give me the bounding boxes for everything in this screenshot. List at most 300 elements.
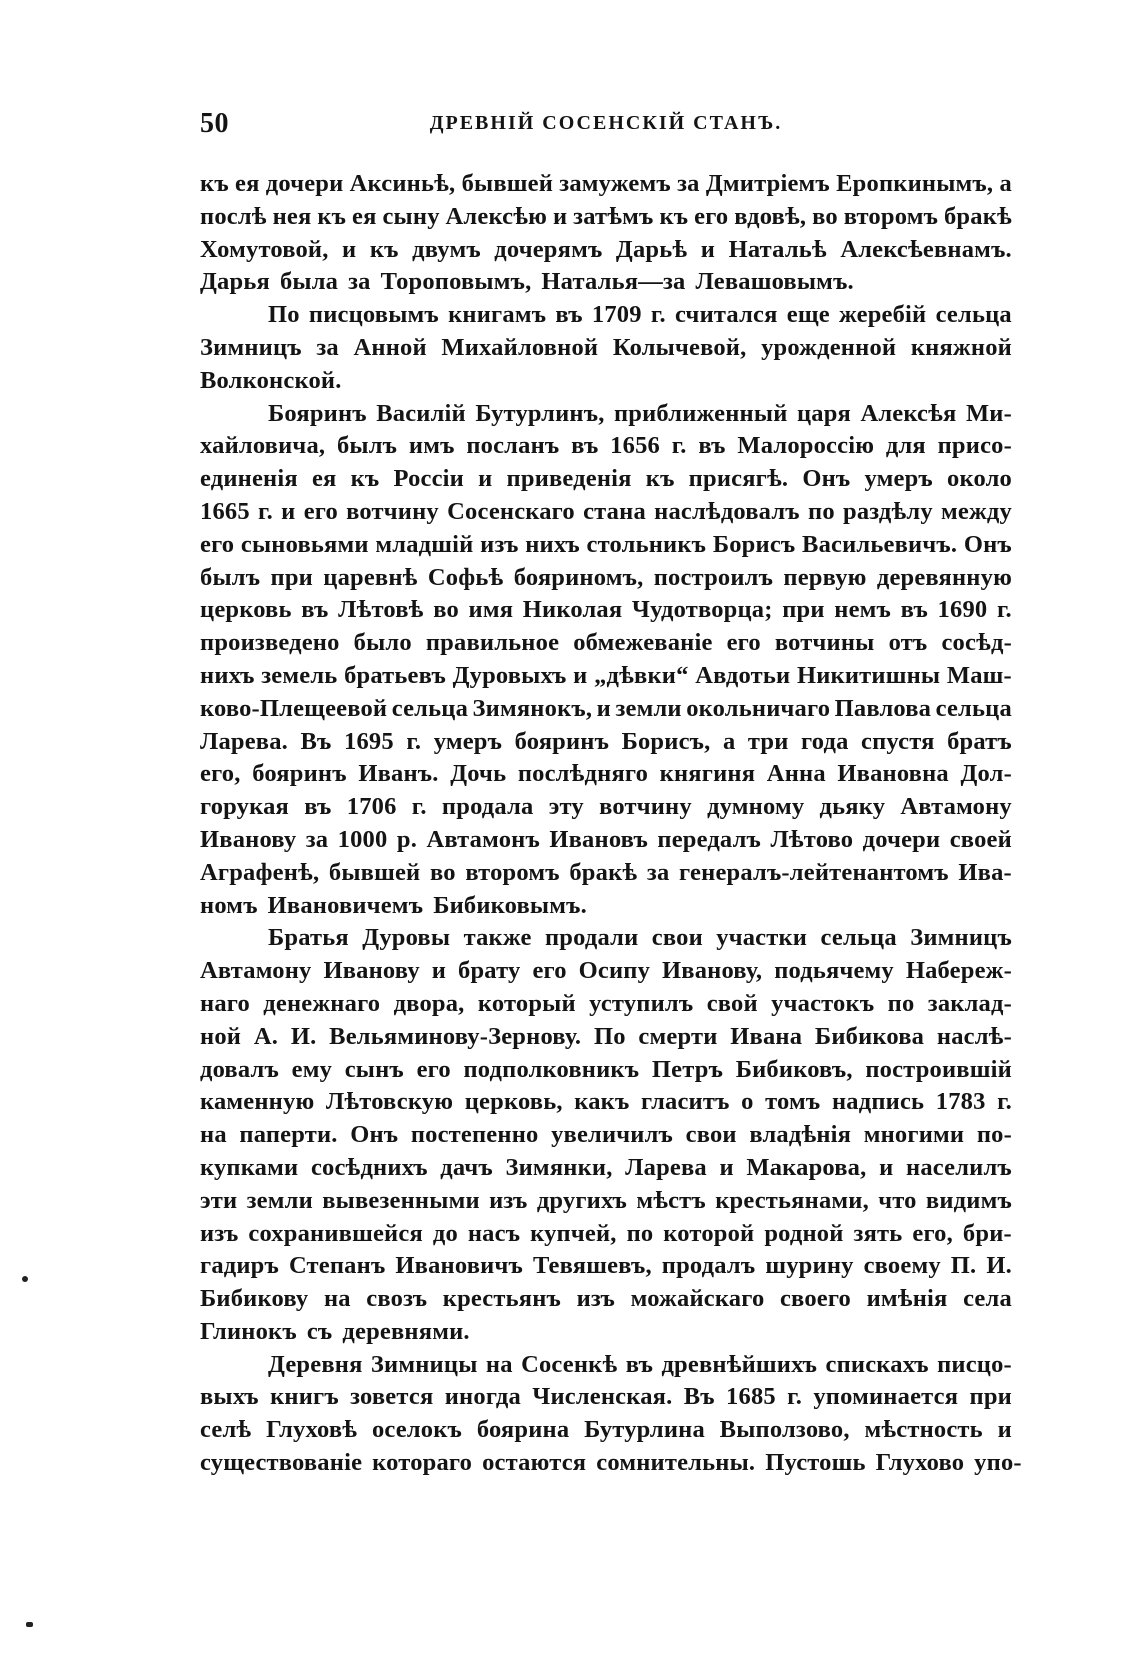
word: при bbox=[969, 1383, 1012, 1411]
word: Бибиковымъ. bbox=[433, 891, 587, 919]
running-title: ДРЕВНІЙ СОСЕНСКІЙ СТАНЪ. bbox=[429, 112, 783, 134]
word: передалъ bbox=[657, 825, 762, 853]
word: г. bbox=[671, 432, 687, 460]
word: приведенія bbox=[506, 465, 632, 493]
word: земли bbox=[246, 1186, 313, 1214]
word: Автамону bbox=[900, 793, 1012, 821]
word: ея bbox=[311, 465, 337, 493]
word: второмъ bbox=[843, 202, 939, 230]
word: Ивана bbox=[730, 1022, 803, 1050]
word: на bbox=[485, 1350, 513, 1378]
word: иногда bbox=[444, 1383, 521, 1411]
text-line bbox=[200, 365, 1012, 398]
word: изъ bbox=[200, 1219, 239, 1247]
word: И. bbox=[986, 1252, 1012, 1280]
word: Зимянокъ, bbox=[472, 694, 593, 722]
word: за bbox=[316, 333, 339, 361]
word: Глинокъ bbox=[200, 1317, 297, 1345]
word: присягѣ. bbox=[688, 465, 789, 493]
paragraph bbox=[200, 398, 1012, 923]
word: при bbox=[270, 563, 313, 591]
word: раздѣлу bbox=[843, 497, 933, 525]
word: книгъ bbox=[270, 1383, 339, 1411]
word: многими bbox=[863, 1121, 965, 1149]
word: затѣмъ bbox=[573, 202, 654, 230]
word: каменную bbox=[200, 1088, 315, 1116]
word: По bbox=[268, 301, 300, 329]
word: царевнѣ bbox=[323, 563, 418, 591]
word: увеличилъ bbox=[551, 1121, 674, 1149]
word: гласитъ bbox=[641, 1088, 730, 1116]
text-line bbox=[200, 1152, 1012, 1185]
word: братъ bbox=[947, 727, 1012, 755]
word: дочери bbox=[265, 170, 344, 197]
word: Набереж- bbox=[905, 957, 1012, 985]
text-line bbox=[200, 463, 1012, 496]
word: дочери bbox=[862, 825, 941, 853]
text-line bbox=[200, 1054, 1012, 1087]
word: съ bbox=[306, 1317, 333, 1345]
word: уступилъ bbox=[589, 989, 694, 1017]
word: Бибикова bbox=[814, 1022, 925, 1050]
text-line bbox=[200, 201, 1012, 234]
word: томъ bbox=[765, 1088, 821, 1116]
word: земли bbox=[615, 694, 682, 722]
word: думному bbox=[707, 793, 805, 821]
word: Анна bbox=[766, 760, 826, 788]
word: Выползово, bbox=[719, 1416, 850, 1444]
word: И. bbox=[290, 1022, 317, 1050]
text-line bbox=[200, 1316, 1012, 1349]
word: номъ bbox=[200, 891, 258, 919]
text-line bbox=[200, 496, 1012, 529]
word: видимъ bbox=[925, 1186, 1012, 1214]
text-line bbox=[200, 168, 1012, 201]
word: г. bbox=[406, 727, 422, 755]
text-line bbox=[200, 627, 1012, 660]
word: г. bbox=[411, 793, 427, 821]
word: денежнаго bbox=[263, 989, 381, 1017]
text-line bbox=[200, 562, 1012, 595]
word: на bbox=[323, 1285, 351, 1313]
word: Дочь bbox=[450, 760, 507, 788]
word: Иванъ. bbox=[358, 760, 439, 788]
word: бояринъ bbox=[514, 727, 610, 755]
word: вдовѣ, bbox=[734, 202, 807, 230]
word: подьячему bbox=[774, 957, 894, 985]
word: бывшей bbox=[461, 170, 554, 197]
word: правильное bbox=[425, 629, 560, 657]
paragraph bbox=[200, 168, 1012, 299]
word: немъ bbox=[834, 596, 892, 624]
word: во bbox=[430, 858, 456, 886]
word: Сосенскаго bbox=[447, 497, 575, 525]
word: около bbox=[947, 465, 1012, 493]
word: Степанъ bbox=[288, 1252, 386, 1280]
text-line bbox=[200, 1021, 1012, 1054]
word: ково-Плещеевой bbox=[200, 694, 388, 722]
word: существованіе bbox=[200, 1449, 363, 1477]
word: Дуровы bbox=[362, 924, 451, 952]
text-line bbox=[200, 758, 1012, 791]
text-line bbox=[200, 430, 1012, 463]
word: участокъ bbox=[771, 989, 875, 1017]
word: сосѣднихъ bbox=[310, 1153, 428, 1181]
word: писцо- bbox=[937, 1350, 1012, 1378]
word: княгиня bbox=[659, 760, 756, 788]
text-line bbox=[200, 922, 1012, 955]
word: 1783 bbox=[935, 1088, 986, 1116]
word: вотчины bbox=[774, 629, 875, 657]
word: Дмитріемъ bbox=[705, 170, 830, 197]
text-line bbox=[200, 1250, 1012, 1283]
word: Дуровыхъ bbox=[452, 661, 567, 689]
word: бояринъ bbox=[252, 760, 347, 788]
word: Петръ bbox=[651, 1055, 724, 1083]
word: Ивановичъ bbox=[395, 1252, 523, 1280]
word: упоминается bbox=[813, 1383, 959, 1411]
word: Осипу bbox=[578, 957, 651, 985]
word: деревнями. bbox=[342, 1317, 470, 1345]
word: во bbox=[433, 596, 459, 624]
word: и bbox=[700, 235, 716, 263]
word: сомнительны. bbox=[596, 1449, 756, 1477]
word: въ bbox=[571, 432, 599, 460]
word: вотчину bbox=[346, 497, 439, 525]
word: Деревня bbox=[268, 1350, 363, 1378]
word: земель bbox=[261, 661, 338, 689]
word: наго bbox=[200, 989, 250, 1017]
word: а bbox=[722, 727, 736, 755]
word: Колычевой, bbox=[612, 333, 747, 361]
word: спискахъ bbox=[825, 1350, 929, 1378]
word: имѣнія bbox=[866, 1285, 948, 1313]
word: сельца bbox=[820, 924, 897, 952]
word: при bbox=[782, 596, 825, 624]
word: брату bbox=[458, 957, 521, 985]
text-line bbox=[200, 693, 1012, 726]
word: Бутурлинъ, bbox=[475, 399, 605, 427]
word: Макарова, bbox=[746, 1153, 867, 1181]
word: къ bbox=[645, 465, 675, 493]
word: оселокъ bbox=[371, 1416, 463, 1444]
text-line bbox=[200, 529, 1012, 562]
word: остаются bbox=[482, 1449, 587, 1477]
word: древнѣйшихъ bbox=[661, 1350, 818, 1378]
word: обмежеваніе bbox=[573, 629, 713, 657]
word: 1665 bbox=[200, 497, 250, 525]
word: въ bbox=[555, 301, 583, 329]
word: ной bbox=[200, 1022, 242, 1050]
word: бракѣ bbox=[569, 858, 638, 886]
word: до bbox=[432, 1219, 458, 1247]
word: насъ bbox=[467, 1219, 521, 1247]
text-line bbox=[200, 988, 1012, 1021]
paragraph bbox=[200, 1349, 1022, 1480]
word: Ива- bbox=[958, 858, 1012, 886]
word: Зимницъ bbox=[200, 333, 302, 361]
word: Бутурлина bbox=[584, 1416, 705, 1444]
word: былъ bbox=[336, 432, 398, 460]
word: паперти. bbox=[239, 1121, 338, 1149]
word: была bbox=[279, 268, 339, 296]
word: Анной bbox=[353, 333, 427, 361]
word: который bbox=[477, 989, 576, 1017]
word: стана bbox=[583, 497, 646, 525]
word: послѣдняго bbox=[517, 760, 649, 788]
word: Онъ bbox=[350, 1121, 399, 1149]
word: Аксиньѣ, bbox=[349, 170, 456, 197]
word: его, bbox=[912, 1219, 953, 1247]
word: г. bbox=[787, 1383, 803, 1411]
word: къ bbox=[350, 465, 380, 493]
word: сыну bbox=[382, 202, 440, 230]
word: Бибиковъ, bbox=[735, 1055, 853, 1083]
word: бракѣ bbox=[943, 202, 1012, 230]
word: г. bbox=[650, 301, 666, 329]
word: бояриномъ, bbox=[513, 563, 644, 591]
word: Братья bbox=[268, 924, 349, 952]
word: подполковникъ bbox=[463, 1055, 640, 1083]
word: мѣстность bbox=[864, 1416, 983, 1444]
word: гадиръ bbox=[200, 1252, 279, 1280]
word: къ bbox=[659, 202, 689, 230]
word: г. bbox=[996, 596, 1012, 624]
text-line bbox=[200, 266, 1012, 299]
word: котораго bbox=[372, 1449, 473, 1477]
text-line bbox=[200, 594, 1012, 627]
word: зовется bbox=[350, 1383, 434, 1411]
word: Глухово bbox=[875, 1449, 965, 1477]
word: Тевяшевъ, bbox=[532, 1252, 652, 1280]
word: Василій bbox=[376, 399, 466, 427]
word: Пустошь bbox=[765, 1449, 866, 1477]
word: и bbox=[342, 235, 357, 263]
word: произведено bbox=[200, 629, 340, 657]
word: его bbox=[532, 957, 567, 985]
word: Михайловной bbox=[441, 333, 599, 361]
word: ему bbox=[291, 1055, 333, 1083]
word: г. bbox=[258, 497, 273, 525]
word: его bbox=[200, 530, 235, 558]
word: Лѣтовѣ bbox=[338, 596, 424, 624]
word: Въ bbox=[300, 727, 332, 755]
text-line bbox=[200, 299, 1012, 332]
word: и bbox=[478, 465, 493, 493]
word: Автамону bbox=[200, 957, 312, 985]
word: о bbox=[741, 1088, 754, 1116]
word: княжной bbox=[910, 333, 1012, 361]
word: Глуховѣ bbox=[266, 1416, 358, 1444]
word: и bbox=[281, 497, 296, 525]
word: генералъ-лейтенантомъ bbox=[679, 858, 949, 886]
text-line bbox=[200, 1218, 1012, 1251]
word: младшій bbox=[375, 530, 474, 558]
word: купчей, bbox=[530, 1219, 617, 1247]
word: къ bbox=[200, 170, 229, 197]
word: на bbox=[200, 1121, 227, 1149]
word: спустя bbox=[861, 727, 935, 755]
word: и bbox=[719, 1153, 734, 1181]
word: въ bbox=[304, 793, 332, 821]
word: Лѣтово bbox=[770, 825, 854, 853]
word: за bbox=[677, 170, 700, 197]
word: въ bbox=[625, 1350, 654, 1378]
word: П. bbox=[950, 1252, 977, 1280]
word: Численская. bbox=[532, 1383, 673, 1411]
text-line bbox=[200, 726, 1012, 759]
word: хайловича, bbox=[200, 432, 326, 460]
word: отъ bbox=[888, 629, 928, 657]
word: двора, bbox=[393, 989, 465, 1017]
text-line bbox=[200, 1381, 1012, 1414]
word: построилъ bbox=[653, 563, 774, 591]
word: Малороссію bbox=[737, 432, 875, 460]
text-line bbox=[200, 234, 1012, 267]
word: другихъ bbox=[536, 1186, 628, 1214]
word: которой bbox=[663, 1219, 755, 1247]
text-line bbox=[200, 1119, 1012, 1152]
word: продали bbox=[544, 924, 639, 952]
word: замужемъ bbox=[559, 170, 671, 197]
word: посланъ bbox=[466, 432, 560, 460]
text-line bbox=[200, 398, 1012, 431]
word: Вельяминову-Зернову. bbox=[329, 1022, 582, 1050]
word: Лѣтовскую bbox=[325, 1088, 454, 1116]
word: наслѣдовалъ bbox=[654, 497, 800, 525]
word: р. bbox=[396, 825, 418, 853]
word: селѣ bbox=[200, 1416, 252, 1444]
paragraph bbox=[200, 299, 1012, 397]
word: Борисъ bbox=[712, 530, 796, 558]
word: Ми- bbox=[965, 399, 1012, 427]
text-line bbox=[200, 791, 1012, 824]
margin-speck bbox=[22, 1276, 28, 1282]
word: Маш- bbox=[946, 661, 1012, 689]
word: бри- bbox=[962, 1219, 1012, 1247]
word: за bbox=[646, 858, 670, 886]
word: сельца bbox=[935, 301, 1012, 329]
word: своего bbox=[779, 1285, 852, 1313]
word: во bbox=[812, 202, 838, 230]
word: 1685 bbox=[726, 1383, 776, 1411]
word: ея bbox=[235, 170, 260, 197]
word: Дол- bbox=[960, 760, 1012, 788]
word: въ bbox=[698, 432, 726, 460]
word: церковь, bbox=[464, 1088, 563, 1116]
word: и bbox=[431, 957, 447, 985]
word: въ bbox=[301, 596, 329, 624]
word: Алексѣевнамъ. bbox=[840, 235, 1012, 263]
running-head bbox=[200, 108, 1012, 148]
word: сельца bbox=[391, 694, 469, 722]
word: своз‍ъ bbox=[366, 1285, 428, 1313]
text-line bbox=[200, 332, 1012, 365]
word: первую bbox=[783, 563, 867, 591]
word: надпись bbox=[831, 1088, 925, 1116]
word: постепенно bbox=[410, 1121, 539, 1149]
word: изъ bbox=[576, 1285, 616, 1313]
word: Онъ bbox=[963, 530, 1012, 558]
word: продала bbox=[441, 793, 534, 821]
word: нихъ bbox=[525, 530, 580, 558]
word: Борисъ, bbox=[621, 727, 711, 755]
word: Чудотворца; bbox=[631, 596, 773, 624]
word: боярина bbox=[476, 1416, 570, 1444]
word: выхъ bbox=[200, 1383, 259, 1411]
word: его bbox=[416, 1055, 451, 1083]
word: сельца bbox=[935, 694, 1012, 722]
word: три bbox=[747, 727, 789, 755]
word: единенія bbox=[200, 465, 298, 493]
word: считался bbox=[674, 301, 778, 329]
word: дачъ bbox=[440, 1153, 493, 1181]
word: зять bbox=[853, 1219, 903, 1247]
page-number: 50 bbox=[200, 108, 229, 139]
word: приближенный bbox=[613, 399, 788, 427]
text-line bbox=[200, 1086, 1012, 1119]
word: 1706 bbox=[346, 793, 397, 821]
word: своей bbox=[949, 825, 1012, 853]
text-line bbox=[200, 955, 1012, 988]
word: сыновьями bbox=[240, 530, 369, 558]
word: дьяку bbox=[819, 793, 886, 821]
word: Тороповымъ, bbox=[380, 268, 532, 296]
margin-speck bbox=[26, 1622, 33, 1627]
word: эти bbox=[200, 1186, 238, 1214]
word: книгамъ bbox=[448, 301, 547, 329]
word: Волконской. bbox=[200, 366, 342, 394]
text-line bbox=[200, 1185, 1012, 1218]
word: царя bbox=[796, 399, 851, 427]
word: Еропкинымъ, bbox=[836, 170, 994, 197]
word: Аграфенѣ, bbox=[200, 858, 320, 886]
word: по- bbox=[976, 1121, 1012, 1149]
word: Россіи bbox=[393, 465, 464, 493]
word: 1690 bbox=[937, 596, 988, 624]
word: писцовымъ bbox=[308, 301, 439, 329]
word: нихъ bbox=[200, 661, 255, 689]
word: заклад- bbox=[927, 989, 1012, 1017]
word: въ bbox=[900, 596, 928, 624]
word: также bbox=[463, 924, 532, 952]
word: и bbox=[573, 661, 588, 689]
word: вотчину bbox=[599, 793, 692, 821]
word: Дарья bbox=[200, 268, 270, 296]
text-line bbox=[200, 890, 1012, 923]
word: 1709 bbox=[591, 301, 642, 329]
text-line bbox=[200, 1414, 1012, 1447]
word: и bbox=[879, 1153, 894, 1181]
word: окольничаго bbox=[686, 694, 831, 722]
word: ея bbox=[352, 202, 377, 230]
word: урожденной bbox=[761, 333, 897, 361]
word: еще bbox=[786, 301, 830, 329]
word: Зимницы bbox=[370, 1350, 478, 1378]
word: умеръ bbox=[864, 465, 933, 493]
word: къ bbox=[369, 235, 399, 263]
word: его bbox=[694, 202, 729, 230]
word: Ивановичемъ bbox=[267, 891, 424, 919]
word: года bbox=[801, 727, 849, 755]
word: 1000 bbox=[337, 825, 388, 853]
word: присо- bbox=[937, 432, 1012, 460]
word: Софьѣ bbox=[427, 563, 504, 591]
word: Иванову, bbox=[662, 957, 763, 985]
text-line bbox=[200, 1283, 1012, 1316]
word: имя bbox=[468, 596, 514, 624]
word: по bbox=[808, 497, 835, 525]
